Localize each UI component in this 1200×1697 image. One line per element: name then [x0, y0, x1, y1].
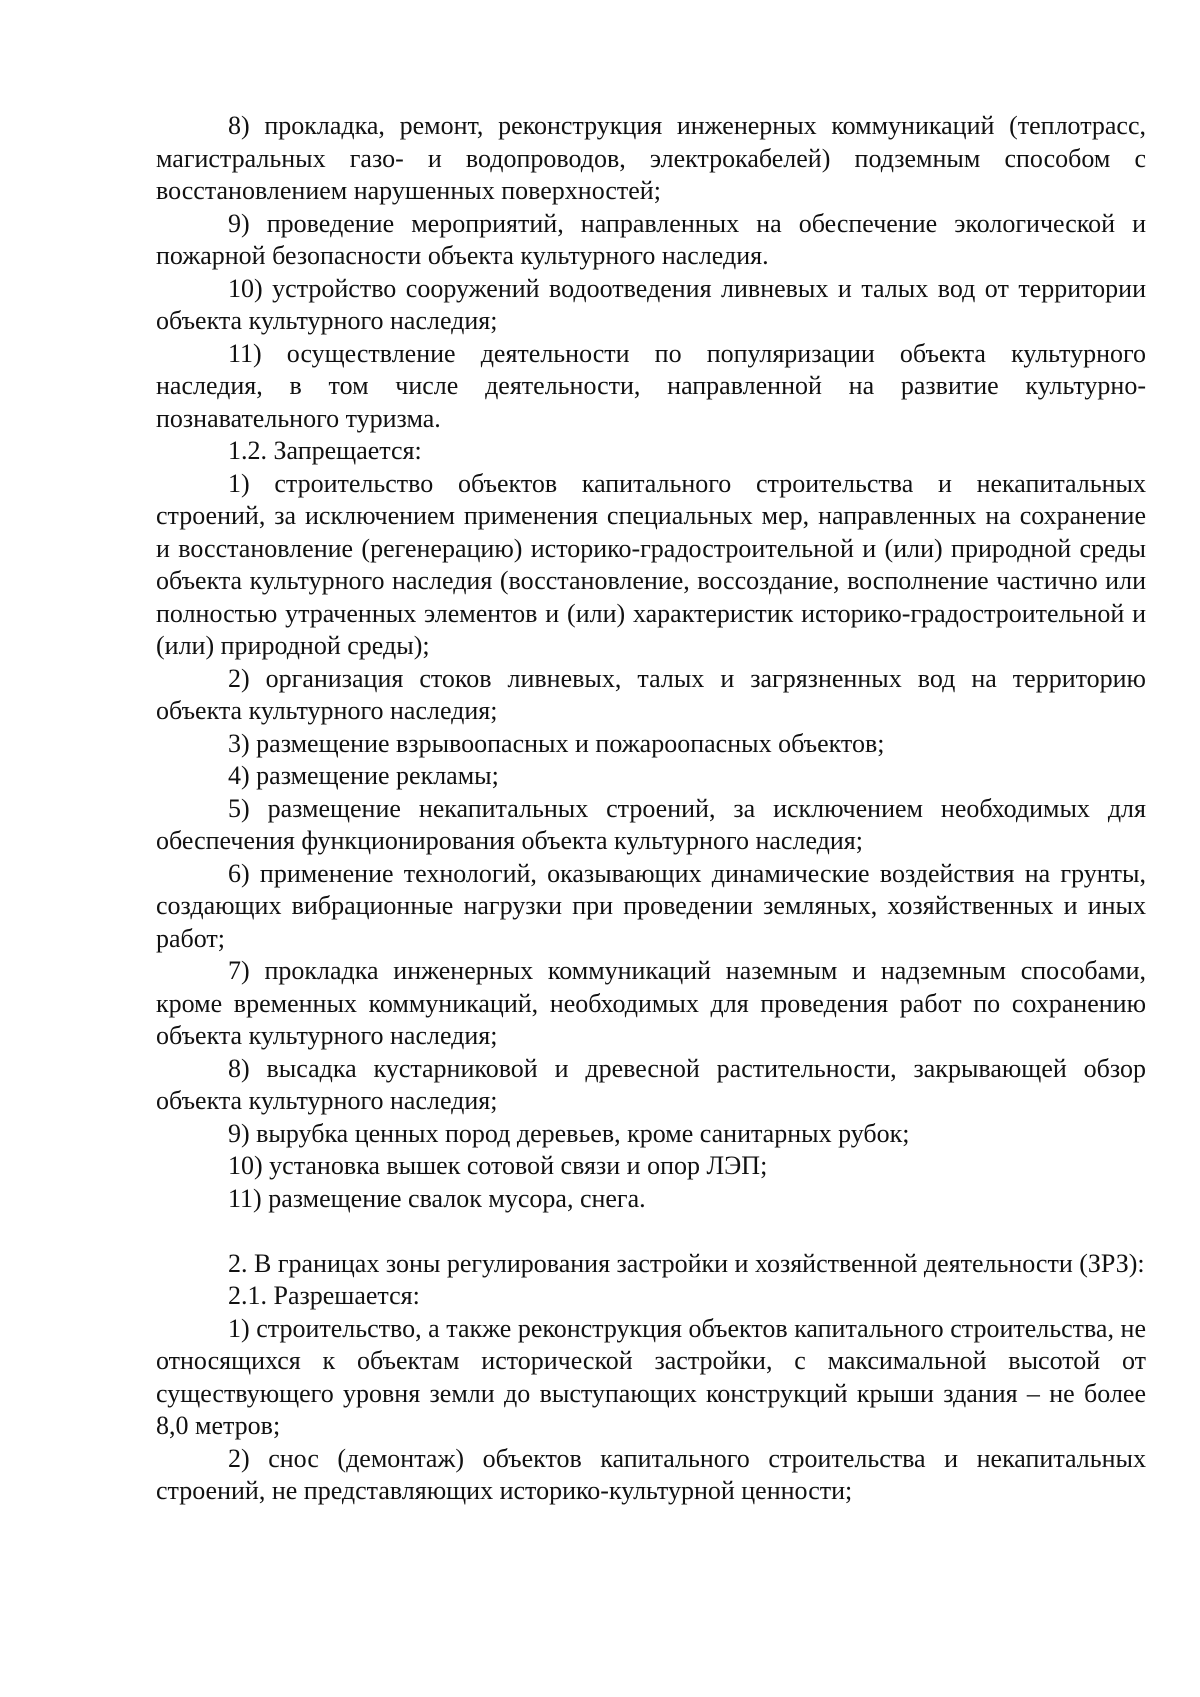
paragraph: 1) строительство объектов капитального строительства и некапитальных строений, за исключением применения специальных мер, направленных на сохранение и восстановление (регенерацию) историко-градостроительной и (или) природной среды объекта культурного наследия (восстановление, воссоздание, восполнение частично или полностью утраченных элементов и (или) характеристик историко-градостроительной и (или) природной среды); [156, 468, 1146, 660]
paragraph: 2) организация стоков ливневых, талых и загрязненных вод на территорию объекта культурного наследия; [156, 663, 1146, 725]
section-heading: 2.1. Разрешается: [228, 1281, 420, 1310]
paragraph: 3) размещение взрывоопасных и пожароопасных объектов; [228, 728, 885, 758]
paragraph: 7) прокладка инженерных коммуникаций наземным и надземным способами, кроме временных коммуникаций, необходимых для проведения работ по сохранению объекта культурного наследия; [156, 956, 1146, 1050]
paragraph: 11) размещение свалок мусора, снега. [228, 1183, 646, 1213]
paragraph: 8) высадка кустарниковой и древесной растительности, закрывающей обзор объекта культурного наследия; [156, 1053, 1146, 1115]
paragraph: 8) прокладка, ремонт, реконструкция инженерных коммуникаций (теплотрасс, магистральных газо- и водопроводов, электрокабелей) подземным способом с восстановлением нарушенных поверхностей; [156, 111, 1146, 205]
paragraph: 11) осуществление деятельности по популяризации объекта культурного наследия, в том числе деятельности, направленной на развитие культурно-познавательного туризма. [156, 338, 1146, 433]
paragraph: 2) снос (демонтаж) объектов капитального строительства и некапитальных строений, не представляющих историко-культурной ценности; [156, 1443, 1146, 1505]
paragraph: 10) установка вышек сотовой связи и опор ЛЭП; [228, 1151, 768, 1180]
paragraph: 6) применение технологий, оказывающих динамические воздействия на грунты, создающих вибрационные нагрузки при проведении земляных, хозяйственных и иных работ; [156, 858, 1146, 953]
paragraph: 1) строительство, а также реконструкция объектов капитального строительства, не относящихся к объектам исторической застройки, с максимальной высотой от существующего уровня земли до выступающих конструкций крыши здания – не более 8,0 метров; [156, 1313, 1146, 1440]
document-page [156, 110, 1146, 1508]
paragraph: 9) вырубка ценных пород деревьев, кроме санитарных рубок; [228, 1118, 910, 1148]
section-heading: 1.2. Запрещается: [228, 436, 422, 465]
paragraph: 5) размещение некапитальных строений, за исключением необходимых для обеспечения функционирования объекта культурного наследия; [156, 793, 1146, 855]
paragraph: 10) устройство сооружений водоотведения ливневых и талых вод от территории объекта культурного наследия; [156, 273, 1146, 335]
paragraph: 4) размещение рекламы; [228, 761, 499, 790]
section-heading: 2. В границах зоны регулирования застройки и хозяйственной деятельности (ЗРЗ): [228, 1248, 1145, 1278]
paragraph: 9) проведение мероприятий, направленных на обеспечение экологической и пожарной безопасности объекта культурного наследия. [156, 208, 1146, 270]
paragraph-gap [156, 1215, 1146, 1248]
